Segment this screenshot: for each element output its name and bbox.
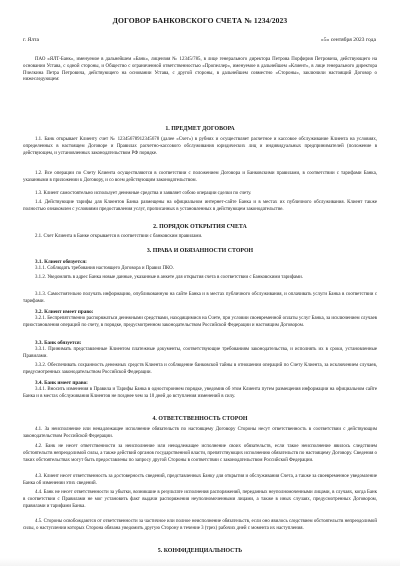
clause-3-2-1: 3.2.1. Беспрепятственно распоряжаться денежными средствами, находящимися на Счете, при условии своевременной оплаты услуг Банка, за исключением случаев приостановления операций по счету, в порядке, предусмотренном законодательством Российской Федерации и настоящим Договором. [23,316,377,328]
clause-3-1-3: 3.1.3. Самостоятельно получать информацию, опубликованную на сайте Банка и в местах публичного обслуживания, и оплачивать услуги Банка в соответствии с тарифами. [23,292,377,304]
section-heading-opening: 2. ПОРЯДОК ОТКРЫТИЯ СЧЕТА [153,224,247,230]
clause-3-4-title: 3.4. Банк имеет право: [35,380,88,386]
section-heading-liability: 4. ОТВЕТСТВЕННОСТЬ СТОРОН [152,416,248,422]
clause-4-1: 4.1. За неисполнение или ненадлежащее исполнение обязательств по настоящему Договору Стороны несут ответственность в соответствии с действующим законодательством Российской Федерации. [23,427,377,439]
section-heading-confidentiality: 5. КОНФИДЕНЦИАЛЬНОСТЬ [157,548,243,554]
clause-2-1: 2.1. Счет Клиента в Банке открывается в соответствии с банковским правилами. [35,234,203,239]
section-heading-subject: 1. ПРЕДМЕТ ДОГОВОРА [165,126,235,132]
page-bottom-edge [0,558,400,566]
clause-4-5: 4.5. Стороны освобождаются от ответственности за частичное или полное неисполнение обязательств, если оно явилось следствием обстоятельств непреодолимой силы, о наступлении которых Сторона обязана уведомить другую Сторону в течение 3 (трех) рабочих дней с момента их наступления. [23,519,377,531]
clause-4-2: 4.2. Банк не несет ответственности за неисполнение или ненадлежащее исполнение своих обязательств, если такое неисполнение явилось следствием обстоятельств непреодолимой силы, а также действий органов государственной власти, препятствующих исполнению обязательств по настоящему Договору. Сведения о таких обстоятельствах могут быть предоставлены по запросу другой Стороны в соответствии с законодательством Российской Федерации. [23,444,377,463]
clause-3-3-2: 3.3.2. Обеспечивать сохранность денежных средств Клиента и соблюдение банковской тайны в отношении операций по Счету Клиента, за исключением случаев, предусмотренных законодательством Российской Федерации. [23,363,377,375]
clause-1-2: 1.2. Все операции по Счету Клиента осуществляются в соответствии с положением Договора и Банковскими правилами, в соответствии с тарифами Банка, указанными в приложении к Договору, и со всем действующим законодательством. [23,171,377,183]
clause-4-3: 4.3. Клиент несет ответственность за достоверность сведений, представленных Банку для открытия и обслуживания Счета, а также за своевременное уведомление Банка об изменении этих сведений. [23,474,377,486]
preamble: ПАО «ЯЛТ-Банк», именуемое в дальнейшем «Банк», лицензия № 12345/785, в лице генерального директора Петрова Порфирия Петровича, действующего на основании Устава, с одной стороны, и Общество с ограниченной ответственностью «Пропеллер», именуемое в дальнейшем «Клиент», в лице генерального директора Пчелкина Петра Петровича, действующего на основании Устава, с другой стороны, в дальнейшем совместно «Стороны», заключили настоящий Договор о нижеследующем: [23,57,377,83]
clause-1-4: 1.4. Действующие тарифы для Клиентов Банка размещены на официальном интернет-сайте Банка и в местах их публичного обслуживания. Клиент также полностью ознакомлен с условиями предоставления услуг, прописанных в установленных в действующем законодательстве. [23,200,377,212]
clause-3-4-1: 3.4.1. Вносить изменения в Правила и Тарифы Банка в одностороннем порядке, уведомив об этом Клиента путем размещения информации на официальном сайте Банка и в местах обслуживания Клиентов не позднее чем за 10 дней до вступления изменений в силу. [23,387,377,399]
clause-1-1: 1.1. Банк открывает Клиенту счет № 12345678912345678 (далее «Счет») в рубнях и осуществляет расчетное и кассовое обслуживание Клиента на условиях, определенных в настоящем Договоре и Правилах расчетно-кассового обслуживания юридических лиц и индивидуальных предпринимателей (положение в действующем, и установленных законодательством РФ порядке. [23,137,377,156]
clause-3-1-title: 3.1. Клиент обязуется: [35,259,87,265]
document-date: «5» сентября 2023 года [320,37,376,43]
clause-3-3-title: 3.3. Банк обязуется: [35,340,82,346]
clause-1-3: 1.3. Клиент самостоятельно использует денежные средства и заявляет собою операции сделки по счету. [35,191,252,196]
clause-3-2-title: 3.2. Клиент имеет право: [35,309,94,315]
document-city: г. Ялта [23,37,39,43]
clause-3-1-2: 3.1.2. Уведомлять в адрес Банка новые данные, указанные в анкете для открытия счета в соответствии с Банковскими тарифами. [35,275,303,280]
clause-3-3-1: 3.3.1. Принимать представленные Клиентом платежные документы, соответствующие требованиям законодательства, и исполнять их в сроки, установленные Правилами. [23,347,377,359]
document-title: ДОГОВОР БАНКОВСКОГО СЧЕТА № 1234/2023 [112,16,288,25]
clause-3-1-1: 3.1.1. Соблюдать требования настоящего Договора и Правил ПКО. [35,266,174,271]
clause-4-4: 4.4. Банк не несет ответственности за убытки, возникшие в результате исполнения распоряжений, переданных неуполномоченными лицами, в случаях, когда Банк в соответствии с Правилами не мог установить факт выдачи распоряжения неуполномоченными лицами, а также в иных случаях, предусмотренных Договором, правилами и тарифами Банка. [23,490,377,509]
section-heading-rights: 3. ПРАВА И ОБЯЗАННОСТИ СТОРОН [146,248,254,254]
